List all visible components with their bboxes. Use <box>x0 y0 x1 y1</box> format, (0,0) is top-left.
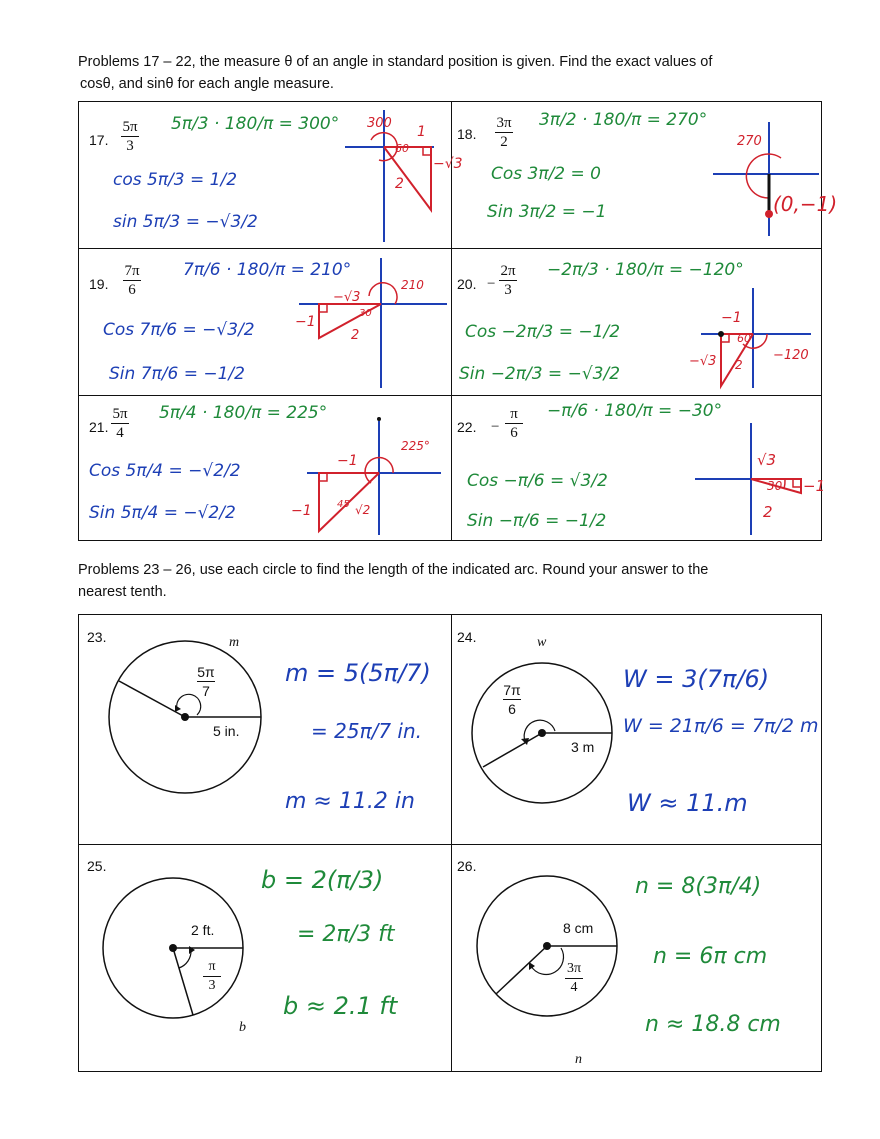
point-label: (0,−1) <box>773 192 838 216</box>
problem-number: 25. <box>87 858 107 874</box>
sin-work: Sin 7π/6 = −1/2 <box>109 364 245 384</box>
work-line-2: = 2π/3 ft <box>297 922 395 947</box>
cos-work: Cos 7π/6 = −√3/2 <box>103 320 255 340</box>
side-x-label: −1 <box>721 310 742 326</box>
work-line-2: = 25π/7 in. <box>311 719 423 743</box>
radius-label: 3 m <box>571 739 595 755</box>
sin-work: Sin 3π/2 = −1 <box>487 202 607 222</box>
work-line-2: W = 21π/6 = 7π/2 m <box>623 715 819 737</box>
angle-fraction: 3π 2 <box>496 115 512 150</box>
problem-20 <box>451 248 823 395</box>
conversion-work: 3π/2 · 180/π = 270° <box>539 110 708 130</box>
instructions-part2-line2: nearest tenth. <box>78 584 167 600</box>
work-line-1: n = 8(3π/4) <box>635 874 762 899</box>
reference-triangle-diagram <box>451 102 823 248</box>
conversion-work: 7π/6 · 180/π = 210° <box>183 260 352 280</box>
angle-label: −120 <box>773 348 809 363</box>
work-line-3: m ≈ 11.2 in <box>285 789 415 814</box>
problem-number: 24. <box>457 629 477 645</box>
radius-label: 5 in. <box>213 723 240 739</box>
problem-number: 21. <box>89 419 109 435</box>
conversion-work: −π/6 · 180/π = −30° <box>547 401 723 421</box>
side-x-label: 1 <box>417 124 426 140</box>
conversion-work: −2π/3 · 180/π = −120° <box>547 260 744 280</box>
negative-sign: − <box>487 276 496 292</box>
sin-work: Sin −2π/3 = −√3/2 <box>459 364 621 384</box>
central-angle: 5π 7 <box>197 664 215 699</box>
cos-work: cos 5π/3 = 1/2 <box>113 170 238 190</box>
side-x-label: √3 <box>757 451 777 469</box>
angle-fraction: 2π 3 <box>500 263 516 298</box>
cos-work: Cos −2π/3 = −1/2 <box>465 322 621 342</box>
problem-number: 22. <box>457 419 477 435</box>
cos-work: Cos −π/6 = √3/2 <box>467 471 608 491</box>
work-line-3: b ≈ 2.1 ft <box>283 992 398 1020</box>
reference-triangle-diagram <box>79 395 451 540</box>
angle-label: 225° <box>401 439 430 453</box>
instructions-part1-line2: cosθ, and sinθ for each angle measure. <box>80 76 334 92</box>
angle-label: 210 <box>401 278 424 292</box>
side-y-label: −√3 <box>689 354 717 369</box>
hypotenuse-label: 2 <box>395 176 404 192</box>
side-x-label: −1 <box>337 453 358 469</box>
problem-26 <box>451 844 823 1073</box>
instructions-part2-line1: Problems 23 – 26, use each circle to find the length of the indicated arc. Round your answer to the <box>78 562 709 578</box>
side-y-label: −1 <box>803 477 826 495</box>
sin-work: Sin −π/6 = −1/2 <box>467 511 607 531</box>
negative-sign: − <box>491 419 500 435</box>
conversion-work: 5π/3 · 180/π = 300° <box>171 114 340 134</box>
problem-number: 20. <box>457 276 477 292</box>
reference-angle-label: 45 <box>337 499 350 510</box>
angle-fraction: 5π 3 <box>122 119 138 154</box>
cos-work: Cos 5π/4 = −√2/2 <box>89 461 241 481</box>
sin-work: sin 5π/3 = −√3/2 <box>113 212 258 232</box>
side-x-label: −√3 <box>333 290 361 305</box>
side-y-label: −1 <box>291 503 312 519</box>
hypotenuse-label: √2 <box>355 503 371 517</box>
problem-number: 19. <box>89 276 109 292</box>
angle-label: 300 <box>367 116 392 131</box>
problem-21 <box>79 395 451 540</box>
work-line-3: W ≈ 11.m <box>627 789 748 817</box>
reference-angle-label: 60 <box>737 332 751 345</box>
reference-triangle-diagram <box>79 248 451 395</box>
work-line-2: n = 6π cm <box>653 944 768 969</box>
side-y-label: −1 <box>295 314 316 330</box>
cos-work: Cos 3π/2 = 0 <box>491 164 601 184</box>
angle-fraction: π 6 <box>505 405 523 442</box>
problem-number: 18. <box>457 126 477 142</box>
work-line-1: m = 5(5π/7) <box>285 659 431 687</box>
central-angle: π 3 <box>203 958 221 995</box>
problem-number: 23. <box>87 629 107 645</box>
radius-label: 8 cm <box>563 920 594 936</box>
problem-22 <box>451 395 826 540</box>
central-angle: 7π 6 <box>503 682 521 717</box>
reference-triangle-diagram <box>79 102 451 248</box>
arc-variable: b <box>239 1020 246 1035</box>
arc-variable: n <box>575 1052 582 1067</box>
arcs-grid <box>78 614 822 1072</box>
arc-variable: w <box>537 635 547 650</box>
reference-angle-label: 30 <box>359 308 372 319</box>
reference-triangle-diagram <box>451 248 823 395</box>
hypotenuse-label: 2 <box>351 328 360 343</box>
angle-fraction: 7π 6 <box>124 263 140 298</box>
hypotenuse-label: 2 <box>763 503 773 521</box>
angles-grid <box>78 101 838 541</box>
problem-19 <box>79 248 451 395</box>
work-line-1: W = 3(7π/6) <box>623 665 770 693</box>
side-y-label: −√3 <box>433 156 463 172</box>
problem-18 <box>451 102 838 248</box>
instructions-part1-line1: Problems 17 – 22, the measure θ of an angle in standard position is given. Find the exact values of <box>78 54 713 70</box>
reference-angle-label: 60 <box>395 142 409 155</box>
radius-label: 2 ft. <box>191 922 215 938</box>
angle-label: 270 <box>737 134 762 149</box>
conversion-work: 5π/4 · 180/π = 225° <box>159 403 328 423</box>
problem-23 <box>79 615 451 844</box>
angle-fraction: 5π 4 <box>112 406 128 441</box>
problem-17 <box>79 102 463 248</box>
hypotenuse-label: 2 <box>735 358 743 372</box>
work-line-1: b = 2(π/3) <box>261 866 384 894</box>
problem-25 <box>79 844 451 1073</box>
sin-work: Sin 5π/4 = −√2/2 <box>89 503 236 523</box>
problem-number: 17. <box>89 132 109 148</box>
work-line-3: n ≈ 18.8 cm <box>645 1012 781 1037</box>
reference-angle-label: 30 <box>767 479 783 493</box>
problem-24 <box>451 615 823 844</box>
problem-number: 26. <box>457 858 477 874</box>
arc-variable: m <box>229 635 240 650</box>
central-angle: 3π 4 <box>566 961 582 995</box>
